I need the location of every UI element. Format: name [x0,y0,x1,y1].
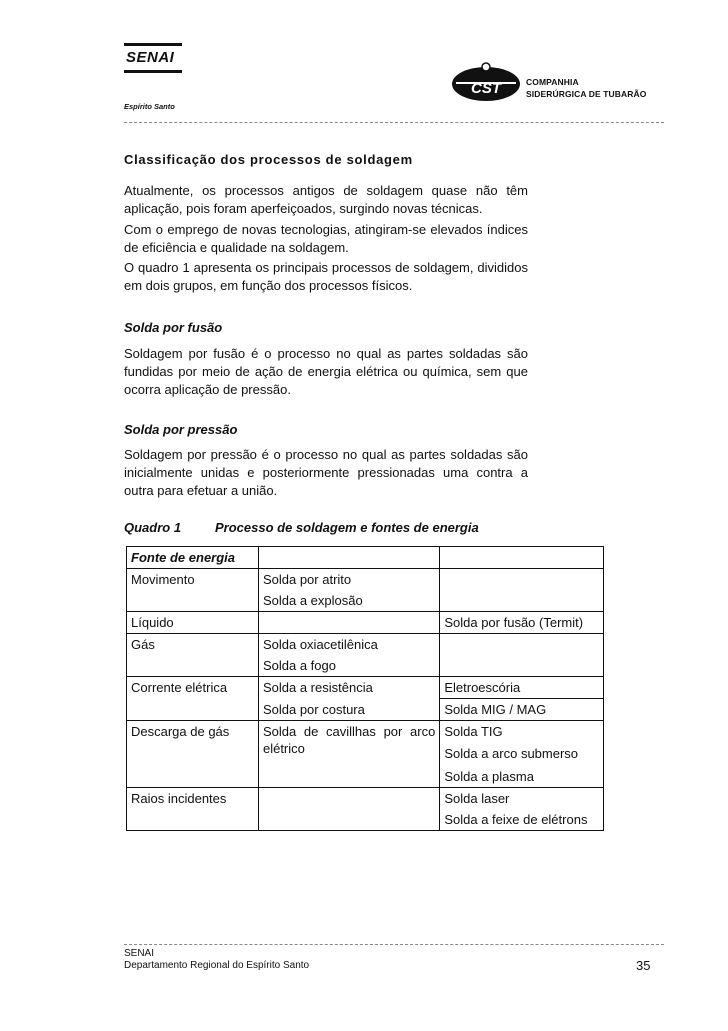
cst-company-name [526,76,646,100]
footer [124,948,309,972]
table-cell: Solda por atrito [258,569,439,591]
table-cell: Solda laser [440,788,604,810]
table-cell: Solda a feixe de elétrons [440,809,604,831]
table-cell: Movimento [127,569,259,591]
cst-logo-text: CST [471,80,501,97]
table-cell: Corrente elétrica [127,677,259,699]
paragraph: O quadro 1 apresenta os principais processos de soldagem, divididos em dois grupos, em função dos processos físicos. [124,260,528,293]
footer-line2: Departamento Regional do Espírito Santo [124,960,310,971]
table-row [127,547,604,569]
cst-company-line2: SIDERÚRGICA DE TUBARÃO [526,89,647,99]
table-header-cell: Fonte de energia [127,547,259,569]
footer-line1: SENAI [124,948,155,959]
table-cell: Solda a resistência [258,677,439,699]
footer-divider [124,944,664,945]
table-caption [124,520,479,535]
pressao-paragraph: Soldagem por pressão é o processo no qual as partes soldadas são inicialmente unidas e posteriormente pressionadas uma contra a outra para efetuar a união. [124,447,528,498]
table-row [127,721,604,743]
senai-logo-text: SENAI [126,49,175,66]
table-cell: Solda por fusão (Termit) [440,612,604,634]
senai-state: Espírito Santo [124,102,175,111]
table-row [127,612,604,634]
section-title: Classificação dos processos de soldagem [124,152,413,167]
senai-logo [124,43,182,111]
table-row [127,655,604,677]
table-cell: Solda a fogo [258,655,439,677]
cst-company-line1: COMPANHIA [526,77,579,87]
table-row [127,634,604,656]
table-row [127,677,604,699]
header-divider [124,122,664,123]
cst-logo [450,62,522,104]
table-row [127,788,604,810]
table-cell: Solda a explosão [258,590,439,612]
table-cell: Solda a arco submerso [440,742,604,764]
table-caption-text: Processo de soldagem e fontes de energia [215,520,479,535]
table-cell: Líquido [127,612,259,634]
table-row [127,699,604,721]
table-cell: Gás [127,634,259,656]
paragraph: Atualmente, os processos antigos de soldagem quase não têm aplicação, pois foram aperfeiçoados, surgindo novas técnicas. [124,183,528,216]
table-cell: Solda a plasma [440,764,604,788]
table-row [127,809,604,831]
table-cell: Descarga de gás [127,721,259,788]
table-cell: Solda por costura [258,699,439,721]
table-cell: Solda TIG [440,721,604,743]
table-cell: Solda oxiacetilênica [258,634,439,656]
page-number: 35 [636,958,651,973]
table-cell: Solda MIG / MAG [440,699,604,721]
fusao-paragraph: Soldagem por fusão é o processo no qual as partes soldadas são fundidas por meio de ação de energia elétrica ou química, sem que ocorra aplicação de pressão. [124,346,528,397]
table-cell: Solda de cavillhas por arco elétrico [258,721,439,788]
table-cell: Raios incidentes [127,788,259,810]
table-row [127,569,604,591]
table-caption-label: Quadro 1 [124,520,182,535]
table-row [127,590,604,612]
table-cell: Eletroescória [440,677,604,699]
fusao-heading: Solda por fusão [124,320,223,335]
welding-process-table [126,546,604,831]
pressao-heading: Solda por pressão [124,422,238,437]
paragraph: Com o emprego de novas tecnologias, atingiram-se elevados índices de eficiência e qualidade na soldagem. [124,222,528,255]
